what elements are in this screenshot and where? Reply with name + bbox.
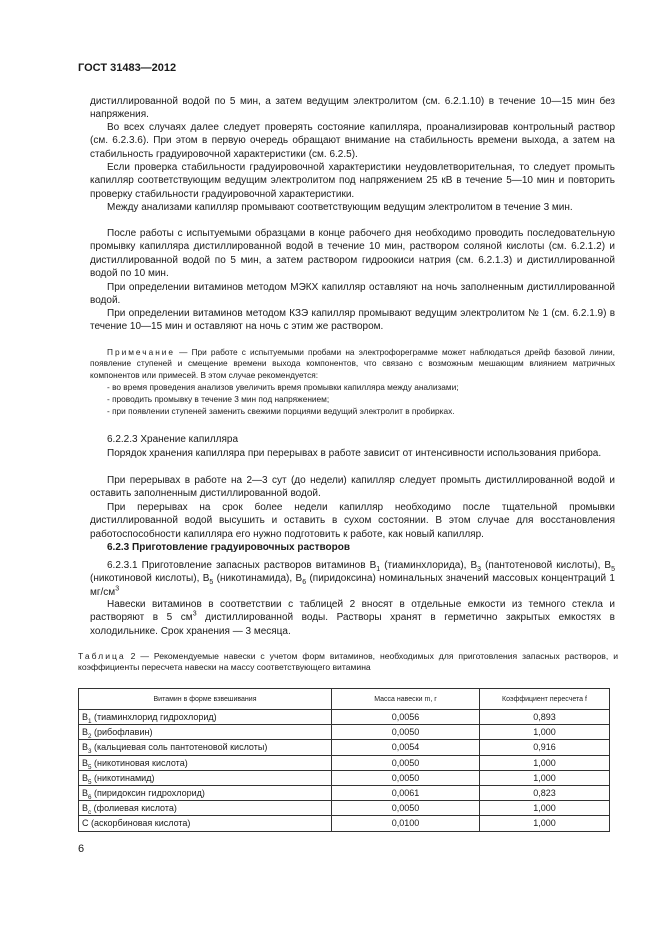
coefficient-cell: 1,000	[480, 801, 610, 816]
table-row	[79, 710, 610, 725]
table-row	[79, 740, 610, 755]
paragraph: После работы с испытуемыми образцами в конце рабочего дня необходимо проводить последовательную промывку капилляра дистиллированной водой в течение 10 мин, раствором соляной кислоты (см. 6.2.1.2) и дистиллированной водой по 5 мин, а затем раствором гидроокиси натрия (см. 6.2.1.3) и дистиллированной водой по 10 мин.	[90, 228, 615, 279]
table-caption-label: Таблица	[78, 651, 126, 661]
table-row	[79, 770, 610, 785]
paragraph: дистиллированной водой по 5 мин, а затем ведущим электролитом (см. 6.2.1.10) в течение 10—15 мин без напряжения.	[90, 96, 615, 121]
note-label: Примечание	[107, 347, 176, 357]
paragraph: 6.2.3.1 Приготовление запасных растворов витаминов $В_1$ (тиаминхлорида), $В_3$ (пантотеновой кислоты), $В_5$ (никотиновой кислоты), $В_5$ (никотинамида), $В_6$ (пиридоксина) номинальных значений массовых концентраций 1 $мг/см^3$	[90, 560, 615, 598]
coefficient-cell: 0,893	[480, 710, 610, 725]
column-header: Масса навески m, г	[332, 689, 480, 710]
vitamin-cell: $В_3$ (кальциевая соль пантотеновой кислоты)	[79, 740, 332, 755]
paragraph: При определении витаминов методом МЭКХ капилляр оставляют на ночь заполненным дистиллированной водой.	[90, 282, 615, 307]
table-row	[79, 816, 610, 831]
paragraph: Порядок хранения капилляра при перерывах в работе зависит от интенсивности использования прибора.	[107, 448, 602, 459]
note-list-item: - при появлении ступеней заменить свежими порциями ведущий электролит в пробирках.	[107, 406, 455, 416]
table-row	[79, 785, 610, 800]
vitamin-cell: $В_6$ (пиридоксин гидрохлорид)	[79, 785, 332, 800]
paragraph: При перерывах на срок более недели капилляр необходимо после тщательной промывки дистиллированной водой высушить и оставить в сухом состоянии. В этом случае для восстановления работоспособности капилляра его нужно подготовить к работе, как новый капилляр.	[90, 502, 615, 540]
coefficient-cell: 1,000	[480, 755, 610, 770]
coefficient-cell: 0,823	[480, 785, 610, 800]
storage-heading: 6.2.2.3 Хранение капилляра	[107, 434, 239, 445]
table-row	[79, 725, 610, 740]
note-text: — При работе с испытуемыми пробами на электрофореграмме может наблюдаться дрейф базовой линии, появление ступеней и смещение времени выхода компонентов, что связано с возможным мешающим влиянием матричных компонентов или примесей. В этом случае рекомендуется:	[90, 347, 615, 380]
mass-cell: 0,0050	[332, 801, 480, 816]
paragraph: Если проверка стабильности градуировочной характеристики неудовлетворительная, то следует промыть капилляр соответствующим ведущим электролитом под напряжением 25 кВ в течение 5—10 мин и повторить проверку стабильности градуировочной характеристики.	[90, 162, 615, 200]
vitamin-cell: $В_5$ (никотинамид)	[79, 770, 332, 785]
table-caption-text: 2 — Рекомендуемые навески с учетом форм витаминов, необходимых для приготовления запасных растворов, и коэффициенты пересчета навески на массу соответствующего витамина	[78, 651, 618, 673]
paragraph: При перерывах в работе на 2—3 сут (до недели) капилляр следует промыть дистиллированной водой и оставить заполненным дистиллированной водой.	[90, 475, 615, 500]
column-header: Коэффициент пересчета f	[480, 689, 610, 710]
mass-cell: 0,0054	[332, 740, 480, 755]
table-row	[79, 801, 610, 816]
paragraph: При определении витаминов методом КЗЭ капилляр промывают ведущим электролитом № 1 (см. 6.2.1.9) в течение 10—15 мин и оставляют на ночь с этим же раствором.	[90, 308, 615, 333]
mass-cell: 0,0050	[332, 770, 480, 785]
mass-cell: 0,0050	[332, 725, 480, 740]
vitamin-cell: $В_2$ (рибофлавин)	[79, 725, 332, 740]
table-row	[79, 755, 610, 770]
coefficient-cell: 1,000	[480, 770, 610, 785]
note-list-item: - проводить промывку в течение 3 мин под напряжением;	[107, 394, 330, 404]
mass-cell: 0,0050	[332, 755, 480, 770]
section-heading: 6.2.3 Приготовление градуировочных растворов	[107, 542, 351, 553]
column-header: Витамин в форме взвешивания	[79, 689, 332, 710]
note	[90, 347, 615, 381]
page-number: 6	[78, 843, 85, 855]
table-caption	[78, 651, 618, 674]
vitamin-table	[78, 688, 610, 832]
vitamin-cell: $В_1$ (тиаминхлорид гидрохлорид)	[79, 710, 332, 725]
paragraph: Во всех случаях далее следует проверять состояние капилляра, проанализировав контрольный раствор (см. 6.2.3.6). При этом в первую очередь обращают внимание на стабильность времени выхода, а затем на стабильность градуировочной характеристики (см. 6.2.5).	[90, 122, 615, 160]
paragraph: Между анализами капилляр промывают соответствующим ведущим электролитом в течение 3 мин.	[107, 202, 573, 213]
document-header: ГОСТ 31483—2012	[78, 62, 177, 74]
coefficient-cell: 1,000	[480, 725, 610, 740]
paragraph: Навески витаминов в соответствии с таблицей 2 вносят в отдельные емкости из темного стекла и растворяют в 5 $см^3$ дистиллированной воды. Растворы хранят в герметично закрытых емкостях в холодильнике. Срок хранения — 3 месяца.	[90, 599, 615, 637]
table-header-row	[79, 689, 610, 710]
note-list-item: - во время проведения анализов увеличить время промывки капилляра между анализами;	[107, 382, 459, 392]
mass-cell: 0,0100	[332, 816, 480, 831]
mass-cell: 0,0056	[332, 710, 480, 725]
coefficient-cell: 0,916	[480, 740, 610, 755]
mass-cell: 0,0061	[332, 785, 480, 800]
vitamin-cell: $В_5$ (никотиновая кислота)	[79, 755, 332, 770]
vitamin-cell: $В_с$ (фолиевая кислота)	[79, 801, 332, 816]
coefficient-cell: 1,000	[480, 816, 610, 831]
vitamin-cell: С (аскорбиновая кислота)	[79, 816, 332, 831]
